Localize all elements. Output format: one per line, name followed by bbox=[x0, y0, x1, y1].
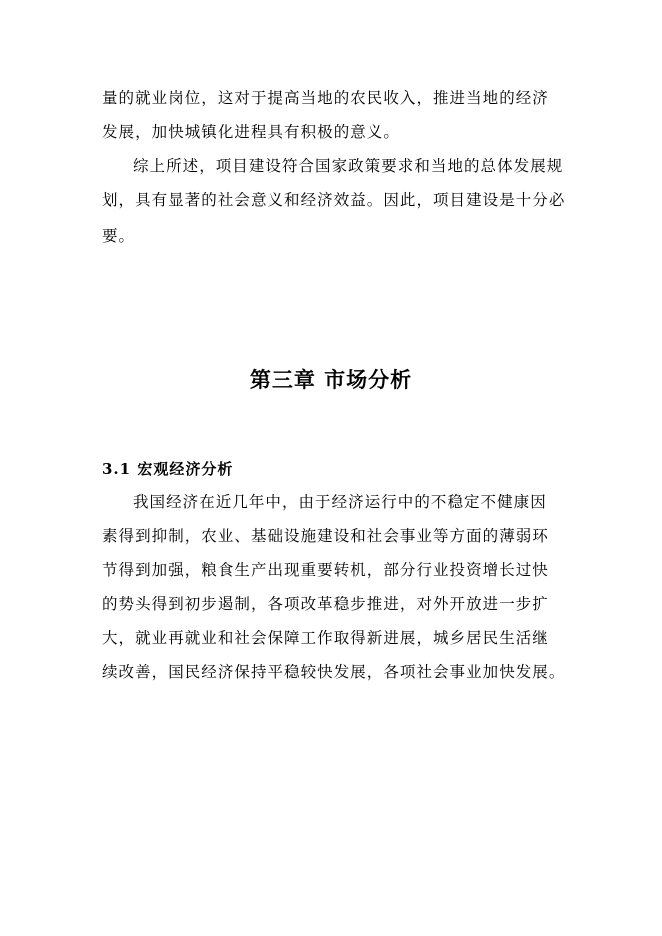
paragraph-line: 的势头得到初步遏制，各项改革稳步推进，对外开放进一步扩 bbox=[102, 595, 549, 613]
paragraph-line: 续改善，国民经济保持平稳较快发展，各项社会事业加快发展。 bbox=[102, 663, 566, 681]
section-title: 3.1 宏观经济分析 bbox=[102, 460, 234, 478]
paragraph-line: 节得到加强，粮食生产出现重要转机，部分行业投资增长过快 bbox=[102, 561, 549, 579]
paragraph-line: 我国经济在近几年中，由于经济运行中的不稳定不健康因 bbox=[133, 493, 547, 511]
paragraph-line: 量的就业岗位，这对于提高当地的农民收入，推进当地的经济 bbox=[102, 89, 549, 107]
paragraph-line: 划，具有显著的社会意义和经济效益。因此，项目建设是十分必 bbox=[102, 191, 566, 209]
paragraph-line: 综上所述，项目建设符合国家政策要求和当地的总体发展规 bbox=[133, 157, 564, 175]
chapter-title: 第三章 市场分析 bbox=[249, 368, 413, 392]
paragraph-line: 素得到抑制，农业、基础设施建设和社会事业等方面的薄弱环 bbox=[102, 527, 549, 545]
paragraph-line: 要。 bbox=[102, 227, 136, 245]
paragraph-line: 发展，加快城镇化进程具有积极的意义。 bbox=[102, 123, 400, 141]
paragraph-line: 大，就业再就业和社会保障工作取得新进展，城乡居民生活继 bbox=[102, 629, 549, 647]
